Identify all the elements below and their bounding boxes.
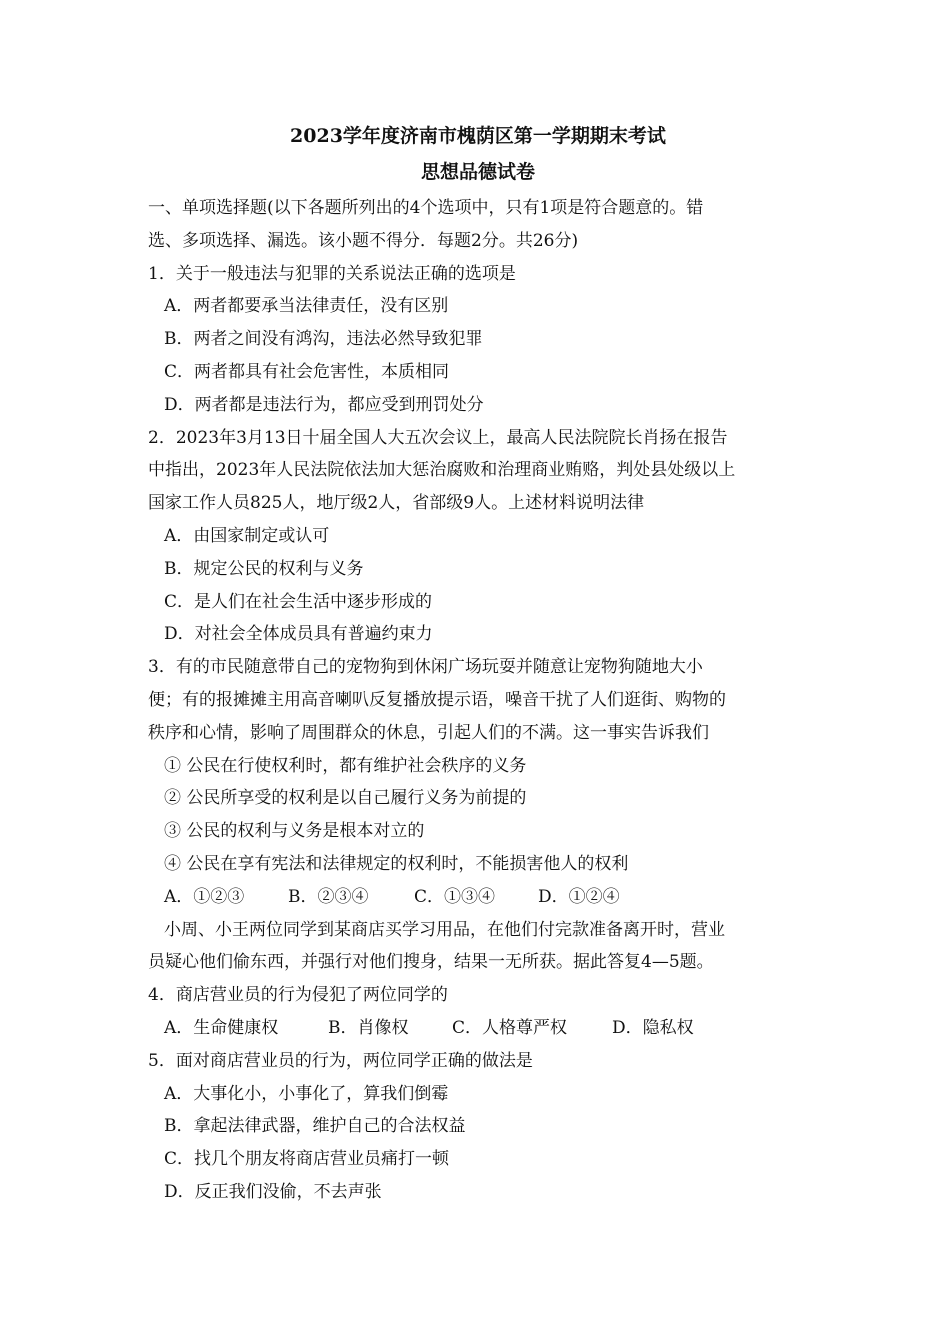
- exam-title: 2023学年度济南市槐荫区第一学期期末考试: [290, 125, 666, 147]
- question-5-option-a: A．大事化小，小事化了，算我们倒霉: [164, 1083, 449, 1104]
- question-3-choice-a: A．①②③: [164, 886, 245, 907]
- question-4-choice-b: B．肖像权: [328, 1017, 409, 1038]
- question-3-stem-line-1: 3．有的市民随意带自己的宠物狗到休闲广场玩耍并随意让宠物狗随地大小: [148, 657, 703, 678]
- question-2-option-a: A．由国家制定或认可: [164, 525, 330, 546]
- question-2-option-d: D．对社会全体成员具有普遍约束力: [164, 624, 433, 645]
- exam-subtitle: 思想品德试卷: [420, 161, 535, 183]
- question-3-statement-2: ② 公民所享受的权利是以自己履行义务为前提的: [164, 788, 527, 809]
- question-2-stem-line-1: 2．2023年3月13日十届全国人大五次会议上，最高人民法院院长肖扬在报告: [148, 427, 728, 448]
- question-5-option-b: B．拿起法律武器，维护自己的合法权益: [164, 1116, 466, 1137]
- question-3-stem-line-2: 便；有的报摊摊主用高音喇叭反复播放提示语，噪音干扰了人们逛街、购物的: [148, 689, 726, 710]
- question-3-choices: [148, 881, 808, 914]
- section-instruction-line-1: 一、单项选择题(以下各题所列出的4个选项中，只有1项是符合题意的。错: [148, 198, 704, 218]
- question-5-option-d: D．反正我们没偷，不去声张: [164, 1181, 382, 1202]
- question-1-option-a: A．两者都要承当法律责任，没有区别: [164, 296, 449, 317]
- question-3-choice-c: C．①③④: [414, 886, 496, 907]
- question-3-stem-line-3: 秩序和心情，影响了周围群众的休息，引起人们的不满。这一事实告诉我们: [148, 722, 709, 743]
- question-4-choice-a: A．生命健康权: [164, 1017, 279, 1038]
- question-2-stem-line-2: 中指出，2023年人民法院依法加大惩治腐败和治理商业贿赂，判处县处级以上: [148, 460, 736, 481]
- exam-page: [148, 118, 808, 1209]
- question-1-option-c: C．两者都具有社会危害性，本质相同: [164, 361, 450, 382]
- question-1-stem: 1．关于一般违法与犯罪的关系说法正确的选项是: [148, 263, 516, 284]
- question-3-statement-3: ③ 公民的权利与义务是根本对立的: [164, 821, 425, 842]
- section-instruction-line-2: 选、多项选择、漏选。该小题不得分．每题2分。共26分): [148, 230, 579, 251]
- question-2-option-c: C．是人们在社会生活中逐步形成的: [164, 591, 433, 612]
- question-3-statement-1: ① 公民在行使权利时，都有维护社会秩序的义务: [164, 755, 527, 776]
- question-3-choice-b: B．②③④: [288, 886, 369, 907]
- question-4-choices: [148, 1012, 808, 1045]
- material-line-2: 员疑心他们偷东西，并强行对他们搜身，结果一无所获。据此答复4—5题。: [148, 952, 714, 973]
- question-1-option-b: B．两者之间没有鸿沟，违法必然导致犯罪: [164, 329, 483, 350]
- question-2-option-b: B．规定公民的权利与义务: [164, 558, 364, 579]
- question-2-stem-line-3: 国家工作人员825人，地厅级2人，省部级9人。上述材料说明法律: [148, 493, 645, 514]
- question-3-choice-d: D．①②④: [538, 886, 620, 907]
- question-4-choice-c: C．人格尊严权: [452, 1017, 568, 1038]
- question-5-option-c: C．找几个朋友将商店营业员痛打一顿: [164, 1149, 450, 1170]
- material-line-1: 小周、小王两位同学到某商店买学习用品，在他们付完款准备离开时，营业: [164, 919, 725, 940]
- question-3-statement-4: ④ 公民在享有宪法和法律规定的权利时，不能损害他人的权利: [164, 853, 629, 874]
- question-4-stem: 4．商店营业员的行为侵犯了两位同学的: [148, 985, 448, 1006]
- question-1-option-d: D．两者都是违法行为，都应受到刑罚处分: [164, 394, 484, 415]
- question-4-choice-d: D．隐私权: [612, 1017, 694, 1038]
- question-5-stem: 5．面对商店营业员的行为，两位同学正确的做法是: [148, 1050, 533, 1071]
